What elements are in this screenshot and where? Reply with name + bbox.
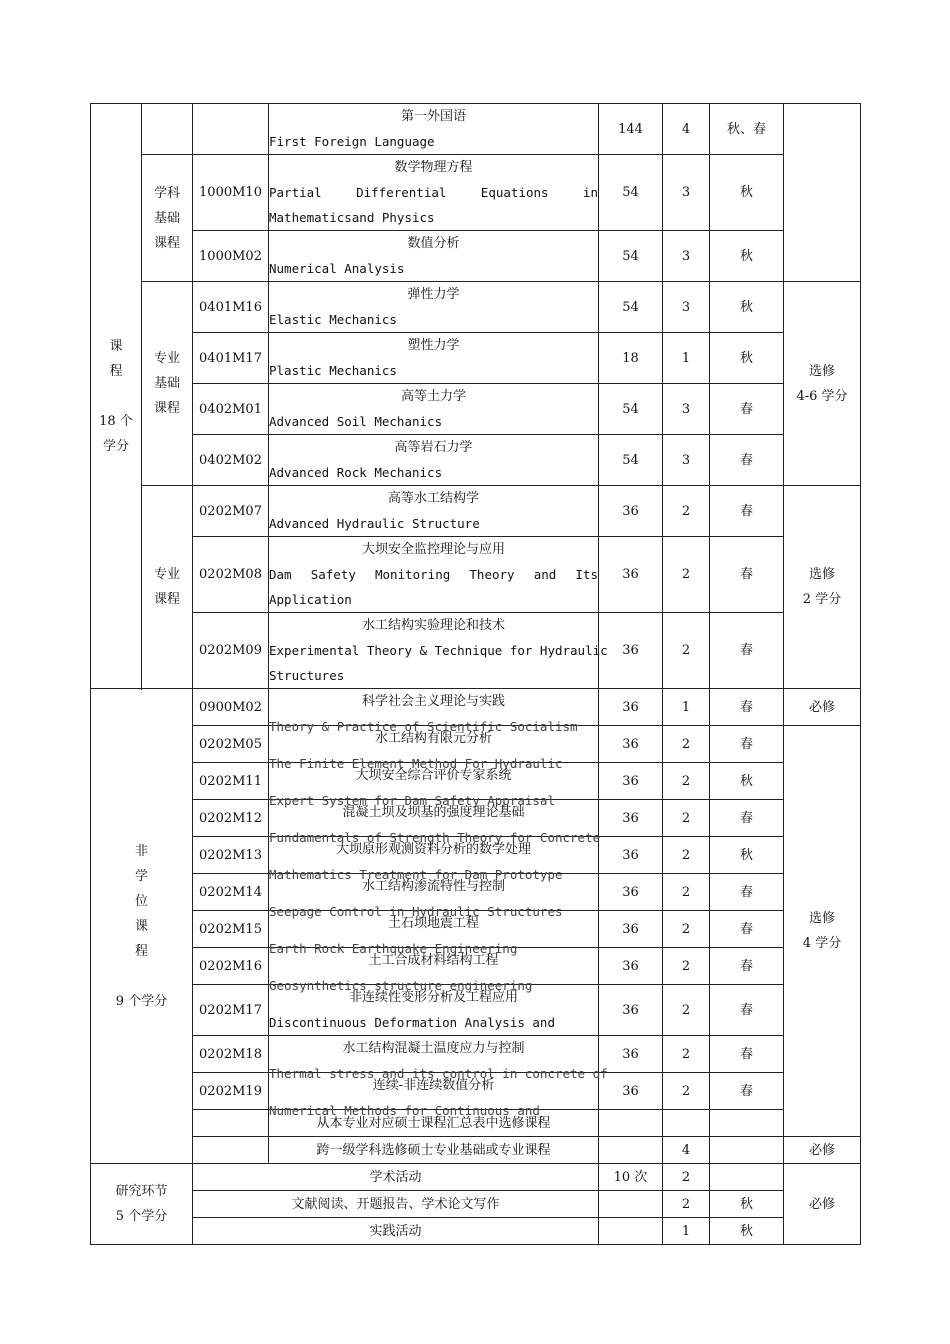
- course-credits: 2: [663, 837, 710, 874]
- requirement-note: [784, 104, 861, 282]
- course-credits: 3: [663, 155, 710, 231]
- course-code: 1000M10: [193, 155, 269, 231]
- course-code: [193, 1110, 269, 1137]
- table-row: [91, 800, 861, 837]
- course-name: 高等土力学 Advanced Soil Mechanics: [269, 384, 599, 435]
- course-code: 1000M02: [193, 231, 269, 282]
- course-credits: 2: [663, 486, 710, 537]
- table-row: [91, 911, 861, 948]
- course-hours: 54: [599, 384, 663, 435]
- course-code: 0202M11: [193, 763, 269, 800]
- course-name: 水工结构渗流特性与控制 Seepage Control in Hydraulic Structures: [269, 874, 599, 911]
- course-code: 0202M15: [193, 911, 269, 948]
- course-term: 秋: [710, 282, 784, 333]
- course-credits: 2: [663, 874, 710, 911]
- course-credits: 2: [663, 800, 710, 837]
- requirement-note-zyjc: 选修 4-6 学分: [784, 282, 861, 486]
- course-term: 春: [710, 911, 784, 948]
- research-hours: [599, 1191, 663, 1218]
- course-credits: 4: [663, 1137, 710, 1164]
- table-row: [91, 1218, 861, 1245]
- course-credits: 2: [663, 537, 710, 613]
- table-row: [91, 1191, 861, 1218]
- table-row: [91, 435, 861, 486]
- course-credits: 1: [663, 689, 710, 726]
- course-code: 0402M01: [193, 384, 269, 435]
- research-credits: 2: [663, 1191, 710, 1218]
- table-row: [91, 763, 861, 800]
- course-code: 0202M19: [193, 1073, 269, 1110]
- course-name: 水工结构有限元分析 The Finite Element Method For Hydraulic: [269, 726, 599, 763]
- course-credits: 2: [663, 763, 710, 800]
- table-row: [91, 1164, 861, 1191]
- requirement-note: 必修: [784, 689, 861, 726]
- table-row: [91, 874, 861, 911]
- group-zhuanye: 专业 课程: [142, 486, 193, 689]
- research-category: 研究环节 5 个学分: [91, 1164, 193, 1245]
- course-name: 塑性力学 Plastic Mechanics: [269, 333, 599, 384]
- course-code: 0202M18: [193, 1036, 269, 1073]
- course-code: 0202M14: [193, 874, 269, 911]
- course-hours: 54: [599, 282, 663, 333]
- research-credits: 1: [663, 1218, 710, 1245]
- research-hours: [599, 1218, 663, 1245]
- table-row: [91, 613, 861, 689]
- course-name: 从本专业对应硕士课程汇总表中选修课程: [269, 1110, 599, 1137]
- course-code: 0401M17: [193, 333, 269, 384]
- course-term: 春: [710, 435, 784, 486]
- course-name: 混凝土坝及坝基的强度理论基础 Fundamentals of Strength Theory for Concrete: [269, 800, 599, 837]
- course-term: 春: [710, 689, 784, 726]
- course-hours: 54: [599, 435, 663, 486]
- course-name: 科学社会主义理论与实践 Theory & Practice of Scientific Socialism: [269, 689, 599, 726]
- table-row: [91, 282, 861, 333]
- course-term: 春: [710, 613, 784, 689]
- research-item: 文献阅读、开题报告、学术论文写作: [193, 1191, 599, 1218]
- course-term: 春: [710, 726, 784, 763]
- table-row: [91, 333, 861, 384]
- course-code: 0202M17: [193, 985, 269, 1036]
- course-term: 春: [710, 537, 784, 613]
- course-term: 春: [710, 948, 784, 985]
- course-credits: 1: [663, 333, 710, 384]
- course-name: 连续-非连续数值分析 Numerical Methods for Continuous and: [269, 1073, 599, 1110]
- course-hours: 36: [599, 800, 663, 837]
- course-name: 数学物理方程 Partial Differential Equations in Mathematicsand Physics: [269, 155, 599, 231]
- course-credits: 2: [663, 911, 710, 948]
- curriculum-table: [90, 103, 861, 1245]
- table-row: [91, 1073, 861, 1110]
- course-credits: 4: [663, 104, 710, 155]
- table-row: [91, 384, 861, 435]
- course-name: 水工结构实验理论和技术 Experimental Theory & Technique for Hydraulic Structures: [269, 613, 599, 689]
- course-hours: [599, 1110, 663, 1137]
- course-term: 春: [710, 985, 784, 1036]
- course-credits: 2: [663, 726, 710, 763]
- course-name: 高等岩石力学 Advanced Rock Mechanics: [269, 435, 599, 486]
- course-name: 第一外国语 First Foreign Language: [269, 104, 599, 155]
- course-name: 大坝安全综合评价专家系统 Expert System for Dam Safety Appraisal: [269, 763, 599, 800]
- course-name: 跨一级学科选修硕士专业基础或专业课程: [269, 1137, 599, 1164]
- course-hours: 36: [599, 1073, 663, 1110]
- course-code: [193, 1137, 269, 1164]
- course-term: 秋: [710, 333, 784, 384]
- course-term: [710, 1110, 784, 1137]
- research-term: 秋: [710, 1218, 784, 1245]
- requirement-note-fxw: 选修 4 学分: [784, 726, 861, 1137]
- course-credits: 3: [663, 282, 710, 333]
- course-hours: 36: [599, 874, 663, 911]
- course-term: 春: [710, 486, 784, 537]
- course-code: 0202M05: [193, 726, 269, 763]
- requirement-note-zy: 选修 2 学分: [784, 486, 861, 689]
- course-code: 0202M13: [193, 837, 269, 874]
- course-name: 水工结构混凝土温度应力与控制 Thermal stress and its control in concrete of: [269, 1036, 599, 1073]
- research-note: 必修: [784, 1164, 861, 1245]
- table-row: [91, 231, 861, 282]
- course-hours: 36: [599, 537, 663, 613]
- research-term: [710, 1164, 784, 1191]
- table-row: [91, 689, 861, 726]
- course-name: 数值分析 Numerical Analysis: [269, 231, 599, 282]
- requirement-note: 必修: [784, 1137, 861, 1164]
- group-xueke: 学科 基础 课程: [142, 155, 193, 282]
- course-code: 0900M02: [193, 689, 269, 726]
- course-term: 秋、春: [710, 104, 784, 155]
- research-item: 学术活动: [193, 1164, 599, 1191]
- research-item: 实践活动: [193, 1218, 599, 1245]
- course-credits: 3: [663, 435, 710, 486]
- course-hours: 18: [599, 333, 663, 384]
- course-term: 春: [710, 384, 784, 435]
- course-code: [193, 104, 269, 155]
- course-hours: 36: [599, 726, 663, 763]
- course-name: 高等水工结构学 Advanced Hydraulic Structure: [269, 486, 599, 537]
- course-hours: 54: [599, 155, 663, 231]
- course-credits: 2: [663, 985, 710, 1036]
- course-code: 0202M12: [193, 800, 269, 837]
- table-row: [91, 948, 861, 985]
- course-hours: 36: [599, 613, 663, 689]
- course-code: 0202M09: [193, 613, 269, 689]
- table-row: [91, 1137, 861, 1164]
- course-hours: 36: [599, 985, 663, 1036]
- course-name: 非连续性变形分析及工程应用 Discontinuous Deformation Analysis and: [269, 985, 599, 1036]
- table-row: [91, 726, 861, 763]
- course-term: 秋: [710, 155, 784, 231]
- course-term: 春: [710, 800, 784, 837]
- course-credits: [663, 1110, 710, 1137]
- course-credits: 3: [663, 231, 710, 282]
- group-zhuanye-jichu: 专业 基础 课程: [142, 282, 193, 486]
- course-term: 秋: [710, 763, 784, 800]
- table-row: [91, 486, 861, 537]
- course-hours: 36: [599, 911, 663, 948]
- course-hours: 36: [599, 689, 663, 726]
- course-term: 春: [710, 1036, 784, 1073]
- course-credits: 2: [663, 1036, 710, 1073]
- course-hours: 36: [599, 948, 663, 985]
- non-degree-category: 非 学 位 课 程 9 个学分: [91, 689, 193, 1164]
- group-cell: [142, 104, 193, 155]
- research-term: 秋: [710, 1191, 784, 1218]
- table-row: [91, 155, 861, 231]
- course-hours: 36: [599, 1036, 663, 1073]
- course-credits: 2: [663, 1073, 710, 1110]
- course-name: 大坝原形观测资料分析的数学处理 Mathematics Treatment for Dam Prototype: [269, 837, 599, 874]
- table-row: [91, 837, 861, 874]
- course-name: 土石坝地震工程 Earth Rock Earthquake Engineering: [269, 911, 599, 948]
- course-hours: 36: [599, 763, 663, 800]
- course-hours: 36: [599, 486, 663, 537]
- research-hours: 10 次: [599, 1164, 663, 1191]
- table-row: [91, 1036, 861, 1073]
- course-hours: 36: [599, 837, 663, 874]
- course-code: 0401M16: [193, 282, 269, 333]
- course-credits: 3: [663, 384, 710, 435]
- course-term: 秋: [710, 837, 784, 874]
- course-credits: 2: [663, 948, 710, 985]
- table-row: [91, 1110, 861, 1137]
- course-term: 春: [710, 1073, 784, 1110]
- research-credits: 2: [663, 1164, 710, 1191]
- course-credits: 2: [663, 613, 710, 689]
- course-term: 春: [710, 874, 784, 911]
- course-term: [710, 1137, 784, 1164]
- course-hours: 144: [599, 104, 663, 155]
- table-row: [91, 985, 861, 1036]
- table-row: [91, 104, 861, 155]
- course-code: 0202M16: [193, 948, 269, 985]
- table-row: [91, 537, 861, 613]
- course-code: 0402M02: [193, 435, 269, 486]
- course-code: 0202M07: [193, 486, 269, 537]
- course-hours: 54: [599, 231, 663, 282]
- course-name: 弹性力学 Elastic Mechanics: [269, 282, 599, 333]
- degree-course-category: 课 程 18 个 学分: [91, 104, 142, 689]
- course-hours: [599, 1137, 663, 1164]
- course-name: 大坝安全监控理论与应用 Dam Safety Monitoring Theory and Its Application: [269, 537, 599, 613]
- course-term: 秋: [710, 231, 784, 282]
- course-code: 0202M08: [193, 537, 269, 613]
- course-name: 土工合成材料结构工程 Geosynthetics structure engineering: [269, 948, 599, 985]
